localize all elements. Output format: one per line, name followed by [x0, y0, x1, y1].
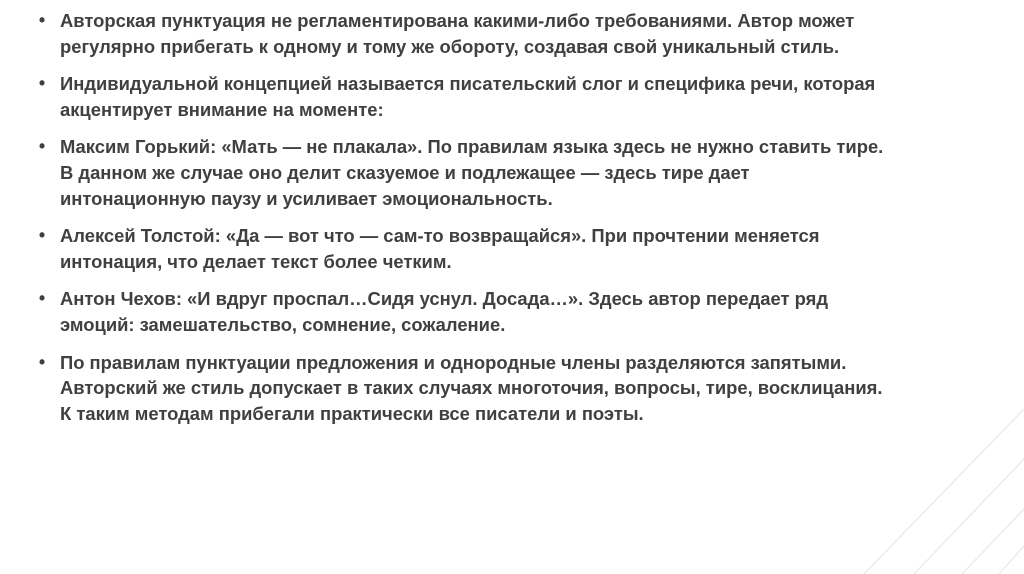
bullet-dot-icon: • — [38, 225, 46, 246]
bullet-text: Максим Горький: «Мать — не плакала». По правилам языка здесь не нужно ставить тире. В данном же случае оно делит сказуемое и подлежащее — здесь тире дает интонационную паузу и усиливает эмоциональность. — [60, 136, 884, 209]
bullet-item-authorial-punctuation — [36, 8, 896, 59]
decoration-line — [914, 459, 1024, 574]
bullet-dot-icon: • — [38, 288, 46, 309]
bullet-item-tolstoy-example — [36, 223, 896, 274]
decoration-line — [864, 409, 1024, 574]
bullet-dot-icon: • — [38, 136, 46, 157]
bullet-list — [36, 8, 896, 438]
bullet-item-individual-concept — [36, 71, 896, 122]
bullet-text: Алексей Толстой: «Да — вот что — сам-то возвращайся». При прочтении меняется интонация, что делает текст более четким. — [60, 225, 820, 272]
bullet-text: Индивидуальной концепцией называется писательский слог и специфика речи, которая акцентирует внимание на моменте: — [60, 73, 876, 120]
bullet-dot-icon: • — [38, 351, 46, 372]
bullet-item-punctuation-rules — [36, 350, 896, 427]
corner-decoration-lines — [804, 404, 1024, 574]
bullet-dot-icon: • — [38, 10, 46, 30]
bullet-item-chekhov-example — [36, 286, 896, 337]
bullet-item-gorky-example — [36, 134, 896, 211]
decoration-line — [962, 509, 1024, 574]
bullet-text: Авторская пунктуация не регламентирована какими-либо требованиями. Автор может регулярно прибегать к одному и тому же обороту, создавая свой уникальный стиль. — [60, 10, 855, 57]
decoration-line — [999, 546, 1024, 574]
bullet-text: Антон Чехов: «И вдруг проспал…Сидя уснул. Досада…». Здесь автор передает ряд эмоций: замешательство, сомнение, сожаление. — [60, 288, 829, 335]
bullet-text: По правилам пунктуации предложения и однородные члены разделяются запятыми. Авторский же стиль допускает в таких случаях многоточия, вопросы, тире, восклицания. К таким методам прибегали практически все писатели и поэты. — [60, 351, 883, 424]
bullet-dot-icon: • — [38, 73, 46, 94]
